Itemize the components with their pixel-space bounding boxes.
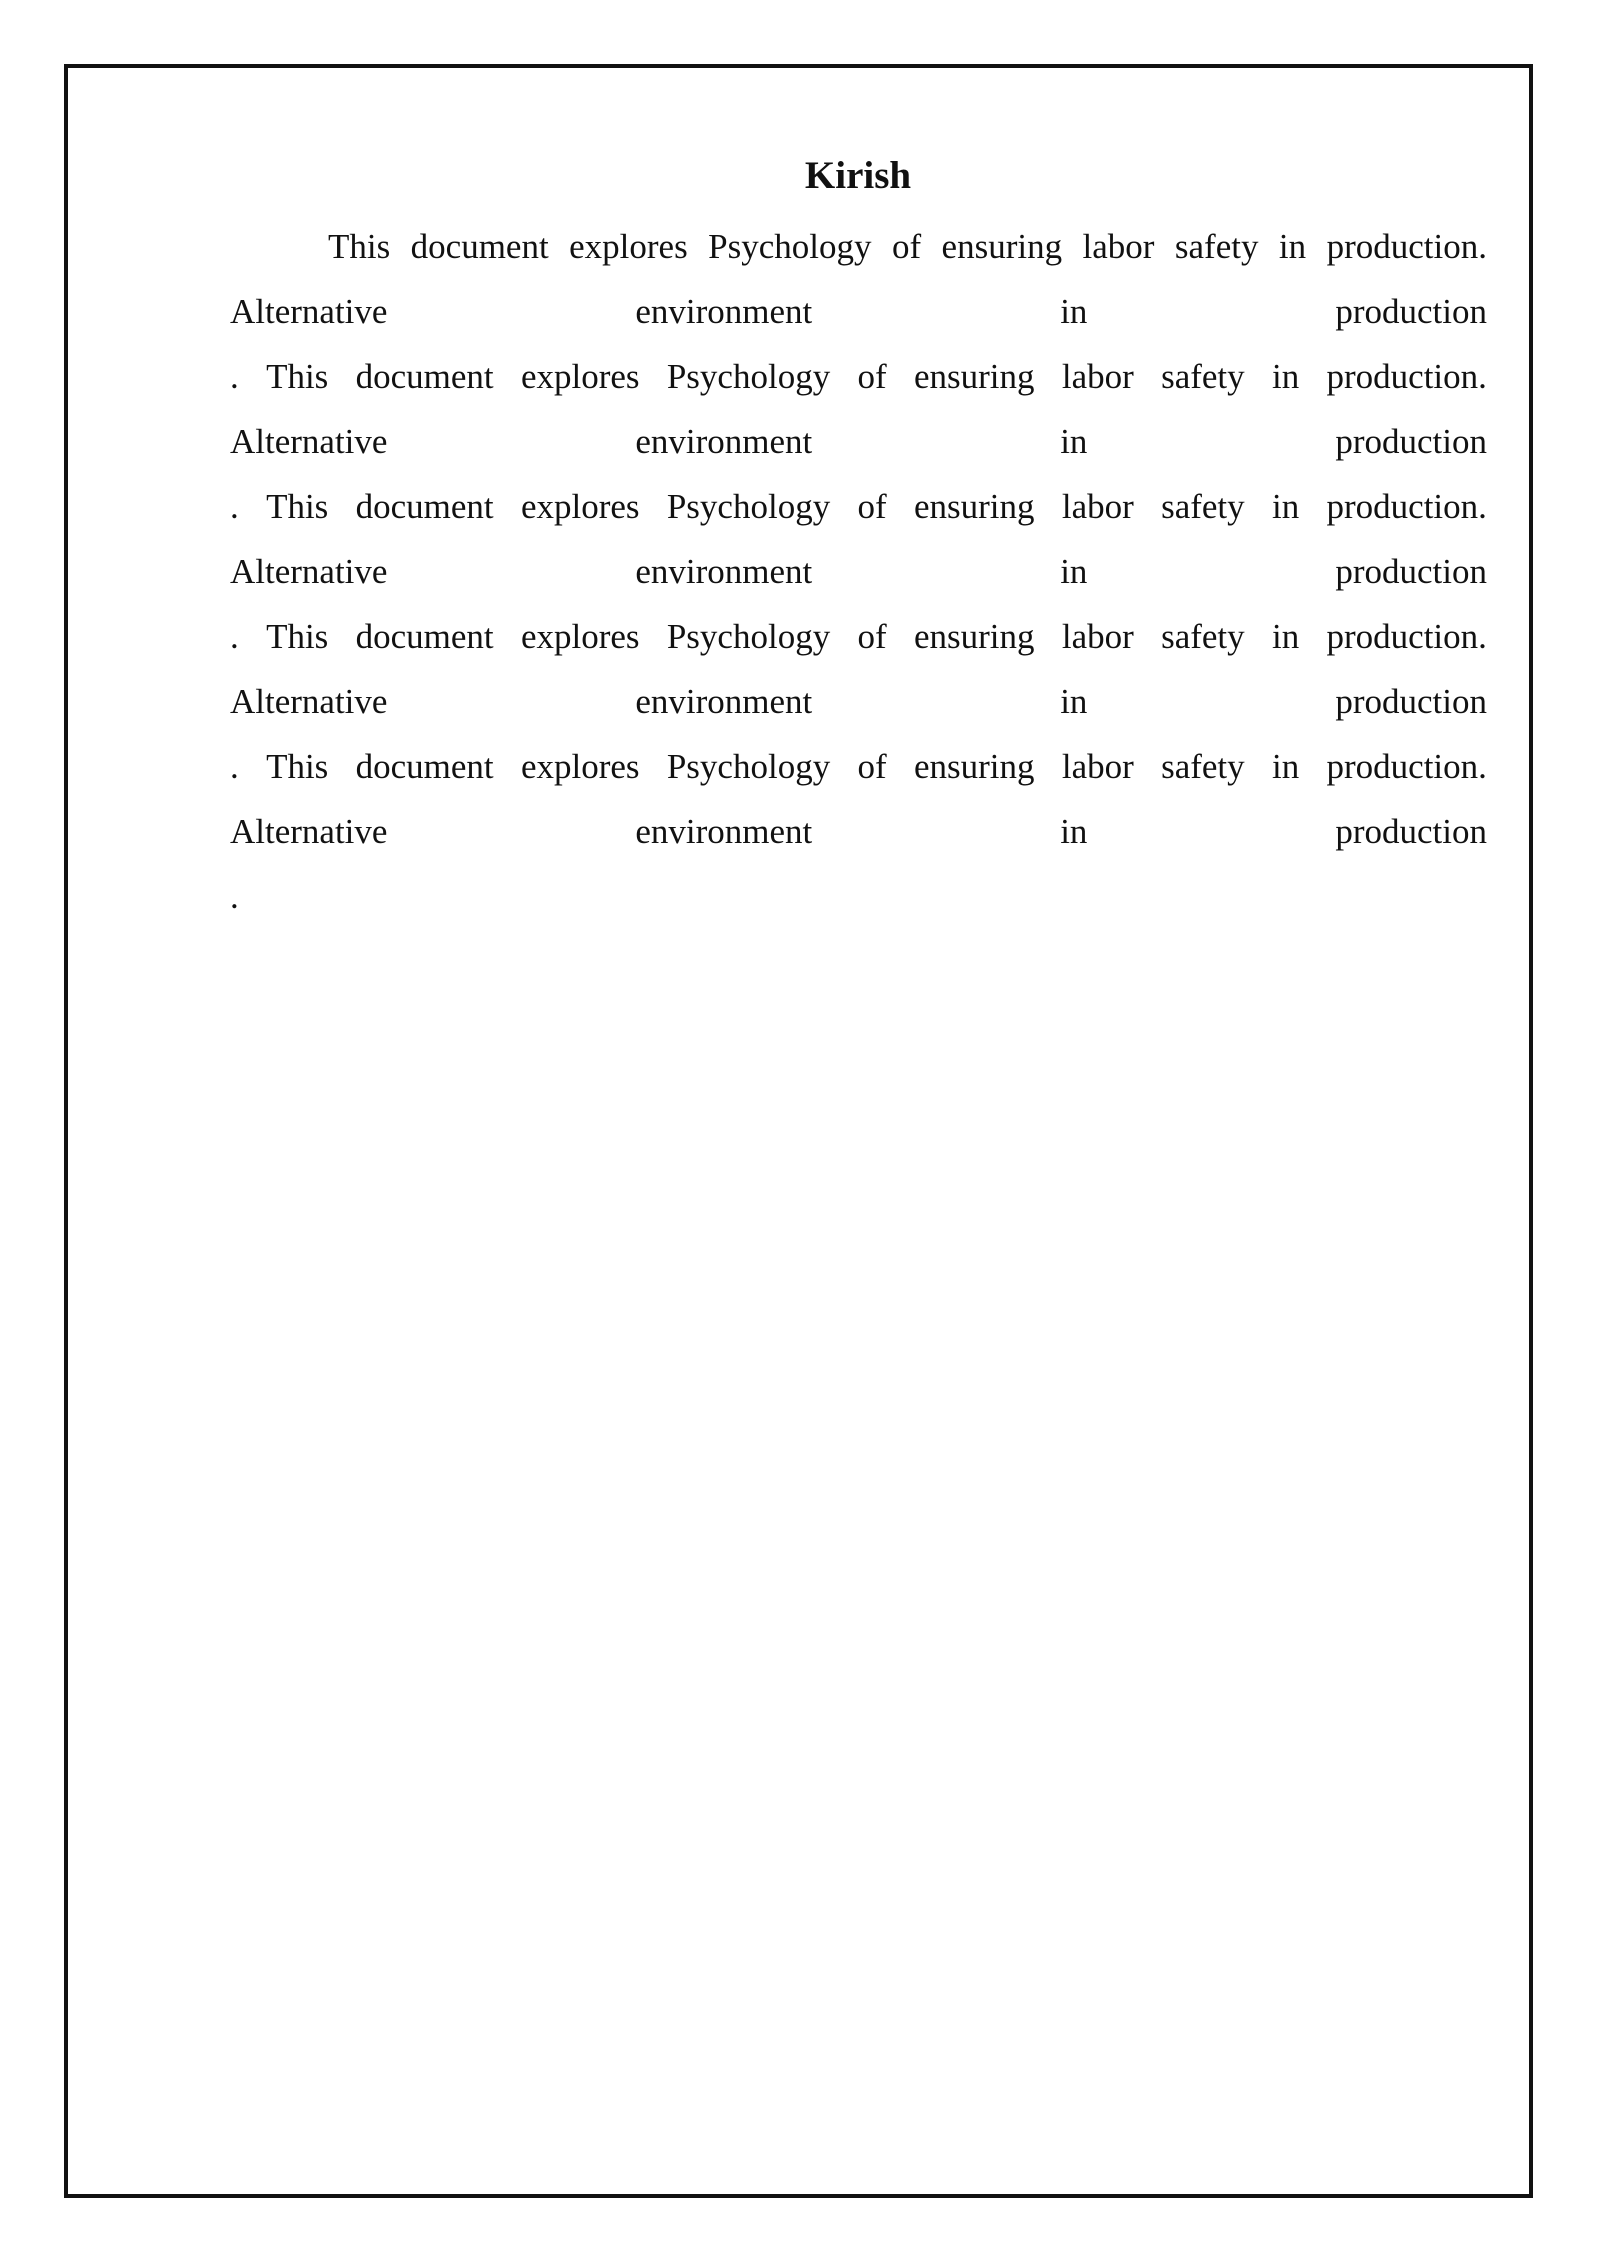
word: production: [1335, 682, 1487, 721]
word: production: [1335, 812, 1487, 851]
text-line-7: [230, 604, 1487, 670]
word: explores: [569, 227, 688, 266]
word: of: [857, 747, 887, 786]
word: Psychology: [666, 357, 831, 396]
word: labor: [1061, 487, 1134, 526]
word: document: [355, 487, 494, 526]
text-line-11: [230, 864, 1487, 930]
word: This: [266, 357, 329, 396]
word: ensuring: [913, 357, 1035, 396]
word: of: [857, 357, 887, 396]
word: This: [266, 487, 329, 526]
word: production: [1335, 552, 1487, 591]
word: Psychology: [666, 487, 831, 526]
word: ensuring: [941, 227, 1063, 266]
word: safety: [1161, 487, 1245, 526]
word: in: [1271, 747, 1300, 786]
word: in: [1060, 682, 1088, 721]
word: in: [1271, 357, 1300, 396]
period: .: [230, 357, 239, 396]
word: explores: [520, 357, 640, 396]
word: production.: [1326, 357, 1487, 396]
word: production.: [1326, 487, 1487, 526]
period: .: [230, 877, 239, 916]
word: production.: [1326, 227, 1487, 266]
word: safety: [1174, 227, 1259, 266]
word: environment: [635, 682, 813, 721]
word: This: [266, 617, 329, 656]
word: environment: [635, 812, 813, 851]
text-line-1: [328, 214, 1487, 280]
word: in: [1060, 422, 1088, 461]
text-line-6: [230, 539, 1487, 605]
period: .: [230, 617, 239, 656]
word: Alternative: [230, 812, 388, 851]
word: environment: [635, 292, 813, 331]
word: Psychology: [666, 747, 831, 786]
word: Alternative: [230, 422, 388, 461]
word: of: [857, 487, 887, 526]
text-line-8: [230, 669, 1487, 735]
word: production: [1335, 292, 1487, 331]
word: ensuring: [913, 747, 1035, 786]
word: production.: [1326, 617, 1487, 656]
word: of: [857, 617, 887, 656]
word: in: [1060, 812, 1088, 851]
text-line-9: [230, 734, 1487, 800]
text-line-2: [230, 279, 1487, 345]
word: ensuring: [913, 617, 1035, 656]
text-line-5: [230, 474, 1487, 540]
word: labor: [1061, 747, 1134, 786]
word: Alternative: [230, 292, 388, 331]
word: Psychology: [708, 227, 872, 266]
word: environment: [635, 422, 813, 461]
period: .: [230, 747, 239, 786]
word: explores: [520, 747, 640, 786]
text-line-4: [230, 409, 1487, 475]
word: production.: [1326, 747, 1487, 786]
word: in: [1278, 227, 1307, 266]
word: in: [1271, 487, 1300, 526]
word: of: [891, 227, 922, 266]
word: explores: [520, 617, 640, 656]
word: production: [1335, 422, 1487, 461]
word: document: [355, 357, 494, 396]
word: explores: [520, 487, 640, 526]
word: safety: [1161, 617, 1245, 656]
text-line-3: [230, 344, 1487, 410]
word: Psychology: [666, 617, 831, 656]
word: in: [1271, 617, 1300, 656]
word: labor: [1061, 617, 1134, 656]
text-line-10: [230, 799, 1487, 865]
word: This: [266, 747, 329, 786]
word: labor: [1082, 227, 1155, 266]
word: labor: [1061, 357, 1134, 396]
period: .: [230, 487, 239, 526]
word: Alternative: [230, 682, 388, 721]
word: safety: [1161, 747, 1245, 786]
word: in: [1060, 552, 1088, 591]
word: ensuring: [913, 487, 1035, 526]
word: document: [410, 227, 549, 266]
document-title: Kirish: [804, 154, 912, 197]
word: This: [328, 227, 391, 266]
word: document: [355, 617, 494, 656]
word: environment: [635, 552, 813, 591]
word: Alternative: [230, 552, 388, 591]
word: safety: [1161, 357, 1245, 396]
word: in: [1060, 292, 1088, 331]
word: document: [355, 747, 494, 786]
